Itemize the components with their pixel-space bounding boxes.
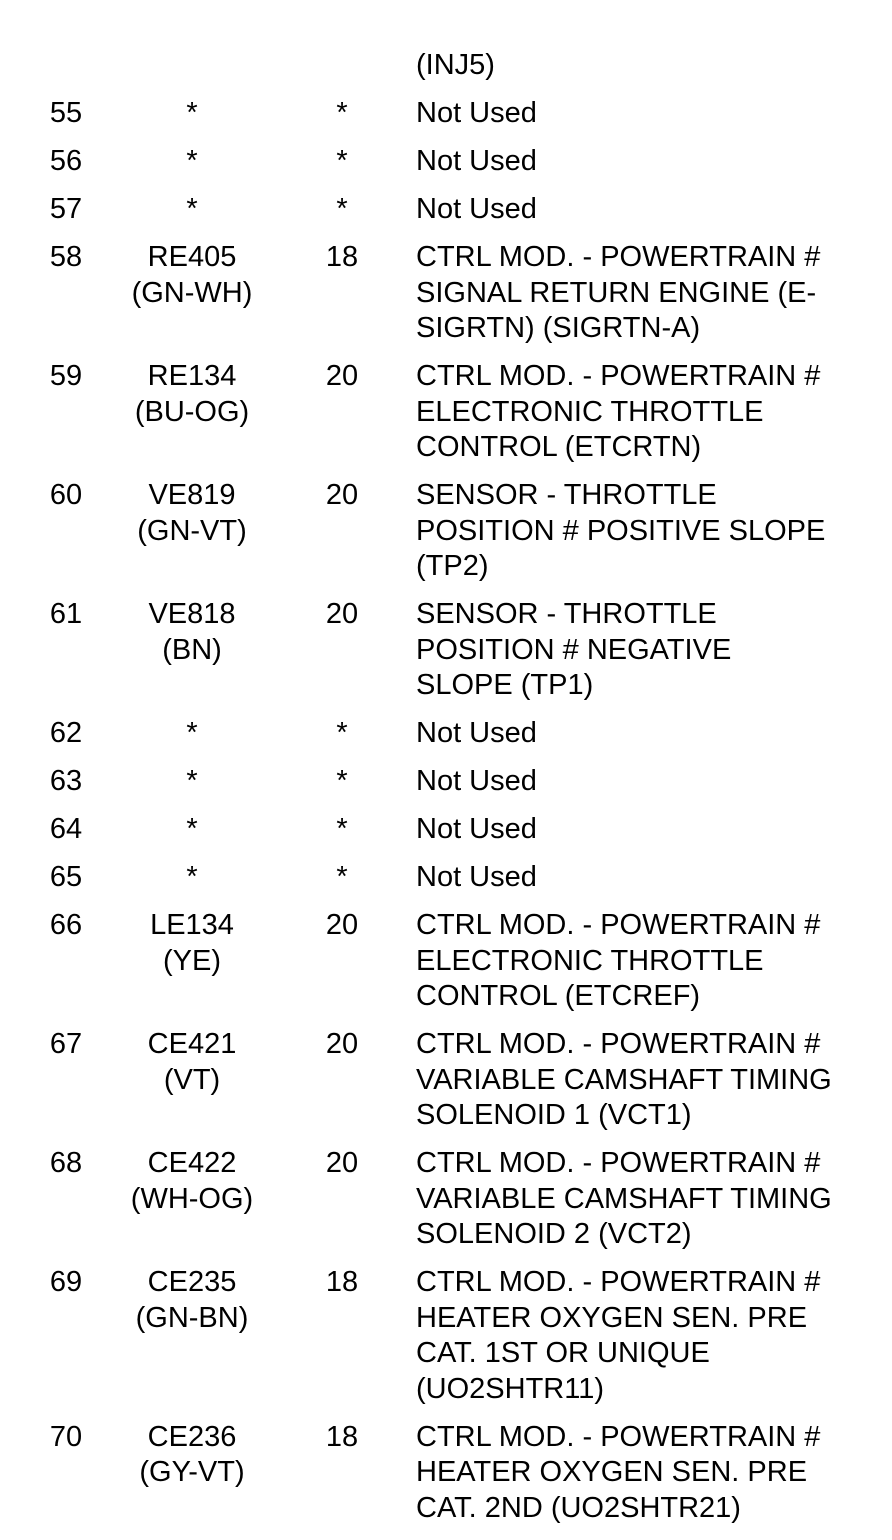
circuit-code: CE236 (GY-VT): [139, 1420, 245, 1488]
pin-number: 60: [49, 479, 83, 511]
table-row: [0, 860, 892, 896]
wire-gauge: *: [336, 717, 348, 749]
table-row: [0, 908, 892, 1015]
wire-gauge: 20: [325, 479, 359, 511]
circuit-description: Not Used: [416, 145, 537, 177]
circuit-code: *: [186, 813, 198, 845]
wire-gauge: 18: [325, 1420, 359, 1453]
pinout-table: [0, 48, 892, 1526]
circuit-description: (INJ5): [416, 49, 495, 81]
wire-gauge: 18: [325, 241, 359, 273]
pin-number: 63: [49, 765, 83, 797]
circuit-description: CTRL MOD. - POWERTRAIN # ELECTRONIC THROTTLE CONTROL (ETCREF): [416, 909, 821, 1012]
circuit-description: SENSOR - THROTTLE POSITION # POSITIVE SLOPE (TP2): [416, 479, 826, 582]
circuit-description: Not Used: [416, 813, 537, 845]
wire-gauge: *: [336, 193, 348, 225]
circuit-description: Not Used: [416, 717, 537, 749]
circuit-description: CTRL MOD. - POWERTRAIN # VARIABLE CAMSHAFT TIMING SOLENOID 2 (VCT2): [416, 1147, 832, 1250]
table-row: [0, 597, 892, 704]
table-row: [0, 359, 892, 466]
circuit-code: CE235 (GN-BN): [135, 1266, 249, 1334]
circuit-description: CTRL MOD. - POWERTRAIN # ELECTRONIC THROTTLE CONTROL (ETCRTN): [416, 360, 821, 463]
pin-number: 61: [49, 598, 83, 630]
table-row: [0, 1146, 892, 1253]
circuit-description: Not Used: [416, 97, 537, 129]
table-row: [0, 812, 892, 848]
pin-number: 57: [49, 193, 83, 225]
table-row: [0, 240, 892, 347]
pin-number: 64: [49, 813, 83, 845]
table-row: [0, 1420, 892, 1527]
circuit-code: *: [186, 765, 198, 797]
pin-number: 59: [49, 360, 83, 392]
circuit-code: VE818 (BN): [148, 598, 236, 666]
pin-number: 68: [49, 1147, 83, 1179]
table-row: [0, 48, 892, 84]
wire-gauge: *: [336, 813, 348, 845]
circuit-code: VE819 (GN-VT): [137, 479, 247, 547]
wire-gauge: 18: [325, 1266, 359, 1298]
table-row: [0, 764, 892, 800]
circuit-code: LE134 (YE): [150, 909, 234, 977]
table-row: [0, 192, 892, 228]
circuit-description: Not Used: [416, 861, 537, 893]
pin-number: 69: [49, 1266, 83, 1298]
circuit-description: CTRL MOD. - POWERTRAIN # VARIABLE CAMSHAFT TIMING SOLENOID 1 (VCT1): [416, 1028, 832, 1131]
circuit-code: *: [186, 193, 198, 225]
wire-gauge: 20: [325, 360, 359, 392]
wire-gauge: 20: [325, 1147, 359, 1179]
circuit-description: SENSOR - THROTTLE POSITION # NEGATIVE SLOPE (TP1): [416, 598, 732, 701]
circuit-code: CE421 (VT): [147, 1028, 237, 1096]
wire-gauge: *: [336, 861, 348, 893]
table-row: [0, 478, 892, 585]
pin-number: 70: [49, 1420, 83, 1453]
circuit-code: *: [186, 97, 198, 129]
pin-number: 58: [49, 241, 83, 273]
pin-number: 62: [49, 717, 83, 749]
circuit-code: RE405 (GN-WH): [131, 241, 253, 309]
circuit-description: CTRL MOD. - POWERTRAIN # HEATER OXYGEN SEN. PRE CAT. 1ST OR UNIQUE (UO2SHTR11): [416, 1266, 821, 1405]
wire-gauge: *: [336, 97, 348, 129]
circuit-description: Not Used: [416, 193, 537, 225]
circuit-code: RE134 (BU-OG): [134, 360, 250, 428]
circuit-description: CTRL MOD. - POWERTRAIN # HEATER OXYGEN SEN. PRE CAT. 2ND (UO2SHTR21): [416, 1420, 821, 1524]
pin-number: 56: [49, 145, 83, 177]
circuit-code: *: [186, 861, 198, 893]
circuit-description: CTRL MOD. - POWERTRAIN # SIGNAL RETURN ENGINE (E- SIGRTN) (SIGRTN-A): [416, 241, 821, 344]
wire-gauge: 20: [325, 1028, 359, 1060]
circuit-code: *: [186, 717, 198, 749]
wire-gauge: *: [336, 145, 348, 177]
wire-gauge: 20: [325, 598, 359, 630]
wire-gauge: 20: [325, 909, 359, 941]
pin-number: 65: [49, 861, 83, 893]
pin-number: 66: [49, 909, 83, 941]
pin-number: 55: [49, 97, 83, 129]
table-row: [0, 716, 892, 752]
circuit-code: CE422 (WH-OG): [130, 1147, 254, 1215]
table-row: [0, 144, 892, 180]
table-row: [0, 1265, 892, 1407]
pin-number: 67: [49, 1028, 83, 1060]
circuit-code: *: [186, 145, 198, 177]
wire-gauge: *: [336, 765, 348, 797]
table-row: [0, 96, 892, 132]
circuit-description: Not Used: [416, 765, 537, 797]
table-row: [0, 1027, 892, 1134]
